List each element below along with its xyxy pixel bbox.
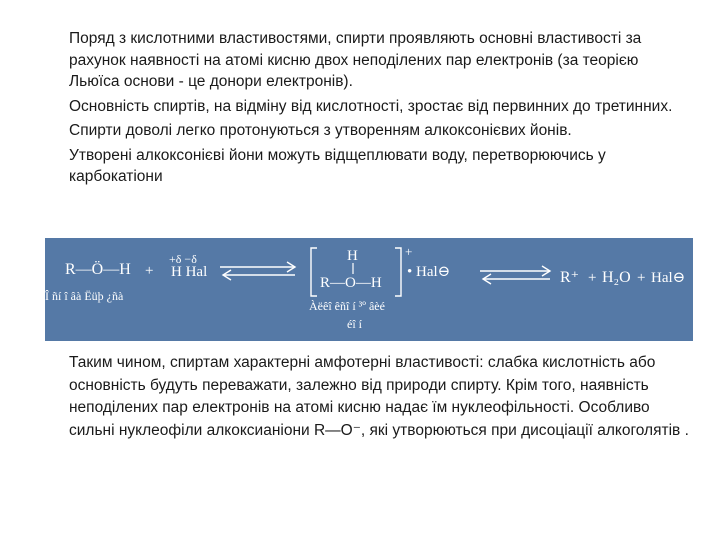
paragraph-basicity-trend: Основність спиртів, на відміну від кислотності, зростає від первинних до третинних.	[69, 97, 673, 115]
equilibrium-arrow-1	[220, 262, 295, 280]
bottom-text-block	[69, 352, 689, 445]
scheme-acid: H Hal	[171, 264, 208, 280]
reaction-scheme	[45, 238, 693, 341]
scheme-product-halide: Hal⊖	[651, 270, 686, 286]
scheme-label-middle-1: Àëêî êñî í ³º âèé	[309, 299, 385, 313]
scheme-partial-charges: +δ −δ	[169, 252, 197, 266]
scheme-intermediate-h: H	[347, 248, 358, 264]
scheme-plus-3: +	[637, 270, 646, 286]
scheme-plus-2: +	[588, 270, 597, 286]
paragraph-protonation: Спирти доволі легко протонуються з утворенням алкоксонієвих йонів.	[69, 122, 572, 139]
scheme-intermediate-chain: R—O—H	[320, 275, 382, 291]
scheme-intermediate-anion: • Hal⊖	[407, 264, 451, 280]
scheme-bracket-charge: +	[405, 244, 413, 259]
top-text-block	[69, 28, 689, 191]
scheme-label-middle-2: éî í	[347, 317, 362, 331]
scheme-product-cation: R⁺	[560, 269, 580, 286]
scheme-label-left: Î ñí î âà Ëüþ ¿ñà	[45, 289, 124, 303]
equilibrium-arrow-2	[480, 266, 550, 284]
paragraph-amphoteric: Таким чином, спиртам характерні амфотерні властивості: слабка кислотність або основність будуть переважати, залежно від природи спирту. Крім того, наявність неподілених пар електронів на атомі кисню надає їм нуклеофільності. Особливо сильні нуклеофіли алкоксианіони R—O⁻, які утворюються при дисоціації алкоголятів .	[69, 354, 689, 439]
paragraph-basic-properties: Поряд з кислотними властивостями, спирти проявляють основні властивості за рахунок наявності на атомі кисню двох неподілених пар електронів (за теорією Льюїса основи - це донори електронів).	[69, 30, 642, 90]
scheme-plus-1: +	[145, 263, 154, 279]
paragraph-carbocations: Утворені алкоксонієві йони можуть відщеплювати воду, перетворюючись у карбокатіони	[69, 146, 606, 185]
scheme-product-water: H₂O	[602, 269, 631, 286]
reaction-scheme-panel	[45, 238, 693, 341]
scheme-alcohol: R—Ö—H	[65, 261, 131, 278]
